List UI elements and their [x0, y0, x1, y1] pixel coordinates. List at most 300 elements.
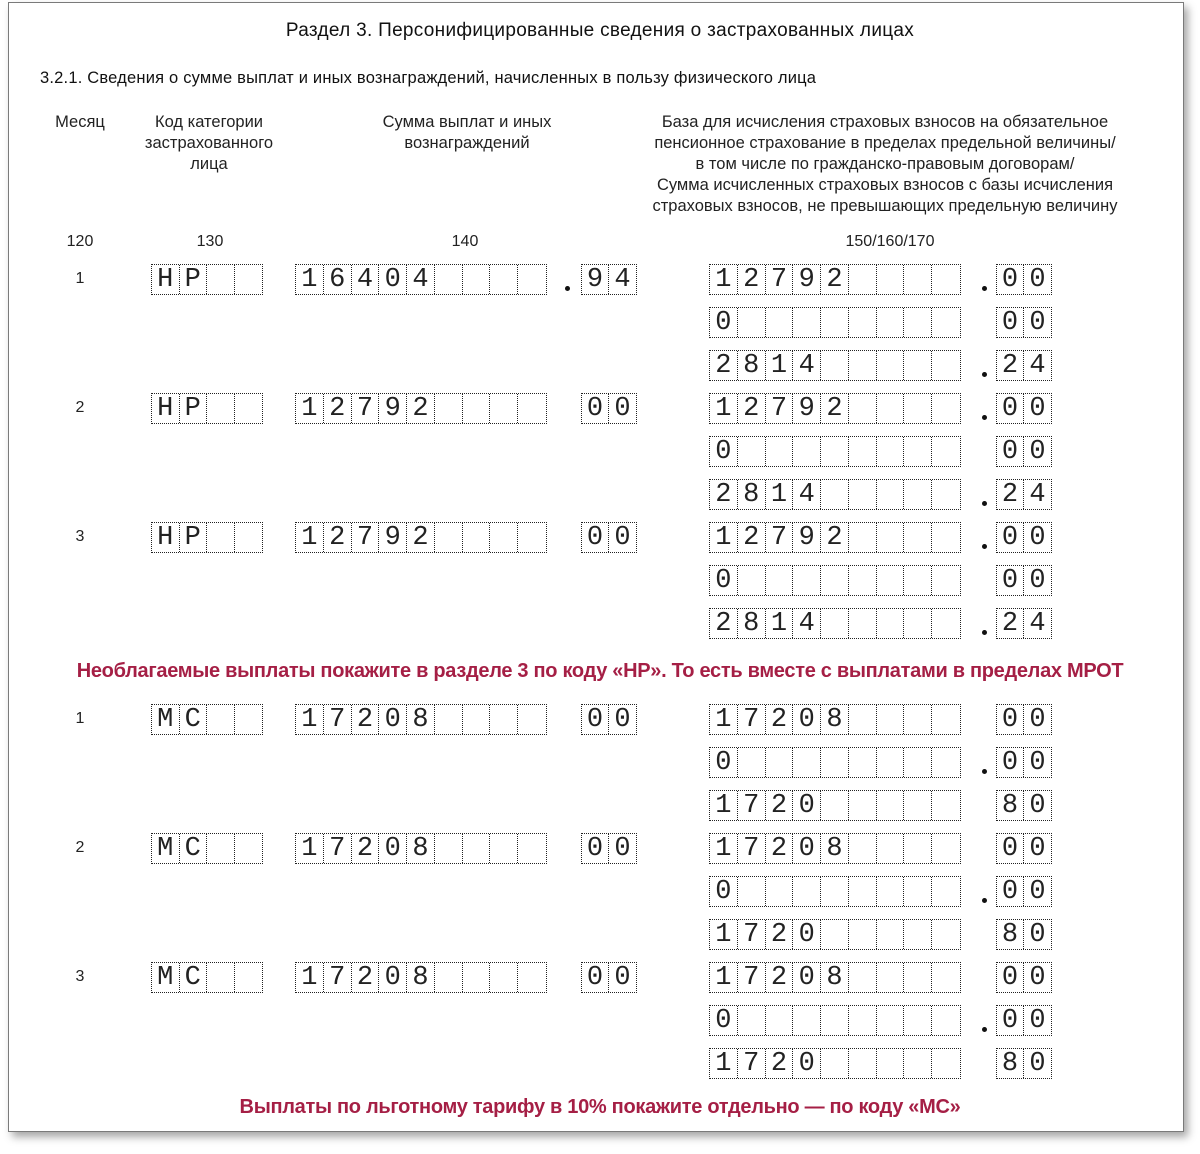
digit-cell[interactable] [932, 1049, 960, 1078]
digit-cell[interactable] [463, 705, 491, 734]
digit-cell[interactable] [932, 394, 960, 423]
digit-cell[interactable]: 2 [766, 1049, 794, 1078]
digit-cell[interactable]: 0 [793, 834, 821, 863]
digit-cell[interactable] [766, 437, 794, 466]
digit-cell[interactable] [849, 877, 877, 906]
digit-cell[interactable] [821, 480, 849, 509]
digit-cell[interactable] [207, 265, 235, 294]
digit-cell[interactable]: 0 [614, 523, 631, 553]
digit-cell[interactable]: 1 [710, 920, 738, 949]
digit-cell[interactable] [904, 963, 932, 992]
sum-kopecks-field [581, 264, 637, 295]
digit-cell[interactable] [738, 308, 766, 337]
digit-cell[interactable]: 0 [1029, 265, 1046, 295]
digit-cell[interactable]: 0 [1029, 877, 1046, 907]
digit-cell[interactable] [904, 523, 932, 552]
digit-cell[interactable]: 9 [379, 523, 407, 552]
digit-cell[interactable]: 8 [407, 705, 435, 734]
digit-cell[interactable]: 7 [738, 1049, 766, 1078]
digit-cell[interactable] [932, 834, 960, 863]
digit-cell[interactable] [738, 1006, 766, 1035]
digit-cell[interactable] [877, 566, 905, 595]
digit-cell[interactable] [463, 834, 491, 863]
digit-cell[interactable]: 0 [997, 308, 1024, 337]
digit-cell[interactable]: 9 [379, 394, 407, 423]
digit-cell[interactable]: 0 [793, 1049, 821, 1078]
digit-cell[interactable] [877, 705, 905, 734]
digit-cell[interactable] [932, 791, 960, 820]
digit-cell[interactable]: 0 [614, 834, 631, 864]
digit-cell[interactable]: 2 [352, 834, 380, 863]
digit-cell[interactable] [849, 1006, 877, 1035]
digit-cell[interactable]: 2 [766, 920, 794, 949]
digit-cell[interactable]: 8 [821, 705, 849, 734]
digit-cell[interactable] [932, 705, 960, 734]
digit-cell[interactable]: 1 [710, 791, 738, 820]
digit-cell[interactable] [877, 963, 905, 992]
digit-cell[interactable]: 0 [710, 748, 738, 777]
digit-cell[interactable] [235, 834, 262, 863]
digit-cell[interactable]: 2 [766, 705, 794, 734]
digit-cell[interactable] [849, 308, 877, 337]
digit-cell[interactable]: 0 [1029, 920, 1046, 950]
base-integer-field [709, 436, 961, 467]
digit-cell[interactable] [435, 834, 463, 863]
digit-cell[interactable]: 0 [710, 566, 738, 595]
digit-cell[interactable]: 0 [997, 1006, 1024, 1035]
digit-cell[interactable]: 0 [1029, 394, 1046, 424]
digit-cell[interactable]: 8 [738, 609, 766, 638]
digit-cell[interactable]: 0 [997, 437, 1024, 466]
digit-cell[interactable] [849, 791, 877, 820]
digit-cell[interactable] [849, 351, 877, 380]
digit-cell[interactable] [207, 394, 235, 423]
digit-cell[interactable] [821, 308, 849, 337]
digit-cell[interactable]: 2 [821, 394, 849, 423]
digit-cell[interactable] [435, 394, 463, 423]
digit-cell[interactable]: 1 [710, 394, 738, 423]
digit-cell[interactable]: 7 [738, 834, 766, 863]
digit-cell[interactable]: 8 [407, 834, 435, 863]
category-code-field [151, 962, 263, 993]
digit-cell[interactable] [435, 963, 463, 992]
digit-cell[interactable]: 1 [296, 705, 324, 734]
digit-cell[interactable] [518, 265, 546, 294]
digit-cell[interactable]: 9 [793, 523, 821, 552]
digit-cell[interactable]: 0 [710, 1006, 738, 1035]
header-base [600, 112, 1170, 217]
digit-cell[interactable] [904, 609, 932, 638]
digit-cell[interactable] [235, 705, 262, 734]
digit-cell[interactable]: 4 [1029, 609, 1046, 639]
digit-cell[interactable]: 2 [710, 609, 738, 638]
digit-cell[interactable]: 0 [1029, 308, 1046, 338]
digit-cell[interactable]: 0 [997, 834, 1024, 863]
digit-cell[interactable]: 0 [1029, 1049, 1046, 1079]
digit-cell[interactable]: 9 [793, 394, 821, 423]
digit-cell[interactable] [849, 566, 877, 595]
digit-cell[interactable] [821, 877, 849, 906]
digit-cell[interactable]: М [152, 705, 180, 734]
digit-cell[interactable] [904, 834, 932, 863]
digit-cell[interactable] [766, 877, 794, 906]
digit-cell[interactable]: 0 [710, 308, 738, 337]
digit-cell[interactable]: Н [152, 523, 180, 552]
digit-cell[interactable] [518, 705, 546, 734]
digit-cell[interactable] [793, 877, 821, 906]
digit-cell[interactable]: 1 [710, 523, 738, 552]
digit-cell[interactable] [766, 566, 794, 595]
digit-cell[interactable] [821, 609, 849, 638]
digit-cell[interactable]: 8 [738, 351, 766, 380]
month-number: 3 [75, 968, 85, 985]
digit-cell[interactable] [518, 523, 546, 552]
digit-cell[interactable]: 0 [614, 963, 631, 993]
digit-cell[interactable]: 2 [407, 523, 435, 552]
digit-cell[interactable]: 2 [766, 963, 794, 992]
digit-cell[interactable] [738, 748, 766, 777]
digit-cell[interactable] [877, 437, 905, 466]
digit-cell[interactable]: 7 [766, 523, 794, 552]
digit-cell[interactable]: 0 [614, 705, 631, 735]
digit-cell[interactable]: 7 [352, 523, 380, 552]
digit-cell[interactable] [793, 308, 821, 337]
digit-cell[interactable] [904, 1006, 932, 1035]
digit-cell[interactable] [821, 437, 849, 466]
digit-cell[interactable] [793, 748, 821, 777]
digit-cell[interactable]: 0 [793, 963, 821, 992]
digit-cell[interactable]: 8 [821, 834, 849, 863]
digit-cell[interactable]: 2 [738, 523, 766, 552]
digit-cell[interactable]: М [152, 963, 180, 992]
digit-cell[interactable]: 2 [352, 963, 380, 992]
digit-cell[interactable]: 1 [296, 394, 324, 423]
digit-cell[interactable] [490, 394, 518, 423]
sum-kopecks-field [581, 962, 637, 993]
digit-cell[interactable]: 7 [766, 265, 794, 294]
digit-cell[interactable] [821, 791, 849, 820]
digit-cell[interactable]: 2 [738, 394, 766, 423]
digit-cell[interactable]: 2 [997, 609, 1024, 638]
header-base-line: страховых взносов, не превышающих предельную величину [652, 197, 1118, 215]
digit-cell[interactable]: 0 [997, 705, 1024, 734]
digit-cell[interactable] [207, 523, 235, 552]
digit-cell[interactable]: 1 [296, 963, 324, 992]
digit-cell[interactable]: 2 [766, 791, 794, 820]
digit-cell[interactable] [904, 877, 932, 906]
digit-cell[interactable] [766, 748, 794, 777]
digit-cell[interactable] [738, 877, 766, 906]
digit-cell[interactable]: 9 [582, 265, 609, 294]
digit-cell[interactable]: 7 [738, 791, 766, 820]
digit-cell[interactable] [435, 705, 463, 734]
digit-cell[interactable]: Н [152, 394, 180, 423]
digit-cell[interactable] [932, 265, 960, 294]
digit-cell[interactable] [877, 609, 905, 638]
digit-cell[interactable]: Р [180, 265, 208, 294]
digit-cell[interactable]: 2 [821, 265, 849, 294]
digit-cell[interactable]: 2 [407, 394, 435, 423]
digit-cell[interactable] [904, 265, 932, 294]
digit-cell[interactable]: 8 [997, 920, 1024, 949]
digit-cell[interactable]: 7 [352, 394, 380, 423]
digit-cell[interactable] [849, 748, 877, 777]
digit-cell[interactable]: 2 [821, 523, 849, 552]
digit-cell[interactable]: 7 [324, 963, 352, 992]
digit-cell[interactable]: 0 [710, 877, 738, 906]
digit-cell[interactable]: 4 [793, 351, 821, 380]
digit-cell[interactable] [877, 834, 905, 863]
digit-cell[interactable]: 0 [793, 920, 821, 949]
digit-cell[interactable] [849, 834, 877, 863]
digit-cell[interactable] [793, 1006, 821, 1035]
digit-cell[interactable]: 4 [1029, 480, 1046, 510]
digit-cell[interactable] [490, 963, 518, 992]
digit-cell[interactable]: 7 [324, 834, 352, 863]
digit-cell[interactable]: Н [152, 265, 180, 294]
digit-cell[interactable] [904, 437, 932, 466]
digit-cell[interactable]: 0 [997, 566, 1024, 595]
digit-cell[interactable] [849, 1049, 877, 1078]
digit-cell[interactable] [932, 437, 960, 466]
digit-cell[interactable] [518, 963, 546, 992]
digit-cell[interactable]: 0 [997, 963, 1024, 992]
digit-cell[interactable] [235, 523, 262, 552]
digit-cell[interactable] [932, 1006, 960, 1035]
digit-cell[interactable] [849, 437, 877, 466]
digit-cell[interactable] [877, 920, 905, 949]
category-code-field [151, 522, 263, 553]
digit-cell[interactable]: 4 [793, 609, 821, 638]
digit-cell[interactable] [877, 748, 905, 777]
digit-cell[interactable]: 2 [997, 351, 1024, 380]
digit-cell[interactable]: 2 [324, 523, 352, 552]
digit-cell[interactable] [932, 351, 960, 380]
digit-cell[interactable]: 1 [710, 705, 738, 734]
digit-cell[interactable] [877, 308, 905, 337]
digit-cell[interactable]: 0 [1029, 437, 1046, 467]
digit-cell[interactable]: 7 [738, 920, 766, 949]
digit-cell[interactable] [821, 748, 849, 777]
digit-cell[interactable] [877, 1049, 905, 1078]
digit-cell[interactable]: С [180, 705, 208, 734]
digit-cell[interactable] [435, 265, 463, 294]
digit-cell[interactable] [821, 566, 849, 595]
digit-cell[interactable] [904, 920, 932, 949]
digit-cell[interactable] [849, 480, 877, 509]
digit-cell[interactable]: 0 [1029, 523, 1046, 553]
digit-cell[interactable] [207, 834, 235, 863]
digit-cell[interactable]: 8 [407, 963, 435, 992]
digit-cell[interactable]: 8 [997, 791, 1024, 820]
digit-cell[interactable] [490, 523, 518, 552]
digit-cell[interactable] [235, 265, 262, 294]
digit-cell[interactable]: Р [180, 394, 208, 423]
digit-cell[interactable] [849, 265, 877, 294]
digit-cell[interactable] [207, 963, 235, 992]
digit-cell[interactable] [849, 963, 877, 992]
digit-cell[interactable]: 7 [738, 705, 766, 734]
digit-cell[interactable] [849, 523, 877, 552]
digit-cell[interactable] [849, 609, 877, 638]
digit-cell[interactable] [821, 1006, 849, 1035]
digit-cell[interactable] [766, 1006, 794, 1035]
digit-cell[interactable]: 0 [997, 394, 1024, 423]
digit-cell[interactable]: 8 [997, 1049, 1024, 1078]
digit-cell[interactable]: 2 [766, 834, 794, 863]
digit-cell[interactable] [793, 437, 821, 466]
digit-cell[interactable] [849, 705, 877, 734]
digit-cell[interactable]: 4 [793, 480, 821, 509]
digit-cell[interactable]: 0 [1029, 748, 1046, 778]
digit-cell[interactable]: 0 [1029, 791, 1046, 821]
digit-cell[interactable]: 8 [738, 480, 766, 509]
digit-cell[interactable]: 0 [997, 265, 1024, 294]
digit-cell[interactable]: 0 [582, 705, 609, 734]
digit-cell[interactable]: 1 [710, 834, 738, 863]
digit-cell[interactable] [518, 834, 546, 863]
digit-cell[interactable] [932, 877, 960, 906]
digit-cell[interactable]: 4 [614, 265, 631, 295]
digit-cell[interactable] [904, 1049, 932, 1078]
sum-kopecks-field [581, 833, 637, 864]
digit-cell[interactable]: 0 [1029, 566, 1046, 596]
digit-cell[interactable] [932, 480, 960, 509]
digit-cell[interactable]: М [152, 834, 180, 863]
digit-cell[interactable]: 1 [710, 1049, 738, 1078]
header-sum: Сумма выплат и иных вознаграждений [382, 113, 552, 152]
digit-cell[interactable] [904, 394, 932, 423]
digit-cell[interactable] [877, 480, 905, 509]
digit-cell[interactable] [490, 705, 518, 734]
digit-cell[interactable]: 1 [296, 265, 324, 294]
digit-cell[interactable] [932, 748, 960, 777]
digit-cell[interactable]: 0 [793, 705, 821, 734]
digit-cell[interactable] [463, 265, 491, 294]
digit-cell[interactable]: 1 [766, 351, 794, 380]
digit-cell[interactable]: С [180, 834, 208, 863]
digit-cell[interactable]: 2 [710, 351, 738, 380]
digit-cell[interactable]: 0 [379, 963, 407, 992]
digit-cell[interactable]: 1 [296, 523, 324, 552]
digit-cell[interactable] [821, 1049, 849, 1078]
digit-cell[interactable]: 0 [582, 834, 609, 863]
digit-cell[interactable] [435, 523, 463, 552]
digit-cell[interactable]: 0 [1029, 1006, 1046, 1036]
digit-cell[interactable] [849, 920, 877, 949]
digit-cell[interactable] [877, 523, 905, 552]
digit-cell[interactable] [932, 920, 960, 949]
digit-cell[interactable]: 7 [738, 963, 766, 992]
digit-cell[interactable] [932, 609, 960, 638]
digit-cell[interactable]: 0 [614, 394, 631, 424]
digit-cell[interactable] [877, 265, 905, 294]
digit-cell[interactable]: 0 [1029, 705, 1046, 735]
digit-cell[interactable] [904, 351, 932, 380]
digit-cell[interactable] [877, 394, 905, 423]
digit-cell[interactable]: 0 [582, 523, 609, 552]
digit-cell[interactable]: 1 [296, 834, 324, 863]
digit-cell[interactable] [932, 308, 960, 337]
digit-cell[interactable] [904, 791, 932, 820]
digit-cell[interactable]: 2 [352, 705, 380, 734]
digit-cell[interactable] [821, 351, 849, 380]
digit-cell[interactable]: 0 [997, 523, 1024, 552]
digit-cell[interactable] [207, 705, 235, 734]
digit-cell[interactable] [904, 705, 932, 734]
digit-cell[interactable]: 2 [738, 265, 766, 294]
digit-cell[interactable] [738, 437, 766, 466]
digit-cell[interactable] [235, 394, 262, 423]
digit-cell[interactable]: 0 [793, 791, 821, 820]
digit-cell[interactable] [463, 394, 491, 423]
digit-cell[interactable]: 1 [766, 609, 794, 638]
digit-cell[interactable] [932, 566, 960, 595]
digit-cell[interactable] [877, 1006, 905, 1035]
digit-cell[interactable]: 2 [324, 394, 352, 423]
digit-cell[interactable]: 7 [324, 705, 352, 734]
digit-cell[interactable]: 0 [1029, 834, 1046, 864]
digit-cell[interactable]: 4 [1029, 351, 1046, 381]
digit-cell[interactable] [877, 877, 905, 906]
digit-cell[interactable]: 0 [997, 748, 1024, 777]
digit-cell[interactable] [463, 963, 491, 992]
digit-cell[interactable]: С [180, 963, 208, 992]
digit-cell[interactable] [738, 566, 766, 595]
digit-cell[interactable]: 1 [766, 480, 794, 509]
digit-cell[interactable] [821, 920, 849, 949]
digit-cell[interactable] [904, 748, 932, 777]
digit-cell[interactable] [235, 963, 262, 992]
digit-cell[interactable] [877, 791, 905, 820]
digit-cell[interactable]: 0 [379, 834, 407, 863]
digit-cell[interactable]: Р [180, 523, 208, 552]
digit-cell[interactable]: 2 [997, 480, 1024, 509]
digit-cell[interactable] [932, 523, 960, 552]
digit-cell[interactable]: 0 [379, 265, 407, 294]
digit-cell[interactable] [904, 308, 932, 337]
digit-cell[interactable]: 2 [710, 480, 738, 509]
digit-cell[interactable]: 4 [352, 265, 380, 294]
digit-cell[interactable]: 8 [821, 963, 849, 992]
digit-cell[interactable]: 0 [582, 394, 609, 423]
digit-cell[interactable]: 0 [710, 437, 738, 466]
digit-cell[interactable] [877, 351, 905, 380]
digit-cell[interactable] [849, 394, 877, 423]
digit-cell[interactable]: 4 [407, 265, 435, 294]
digit-cell[interactable]: 0 [997, 877, 1024, 906]
digit-cell[interactable]: 6 [324, 265, 352, 294]
digit-cell[interactable]: 1 [710, 265, 738, 294]
digit-cell[interactable] [463, 523, 491, 552]
digit-cell[interactable] [904, 566, 932, 595]
digit-cell[interactable] [793, 566, 821, 595]
base-fraction-field [996, 833, 1052, 864]
digit-cell[interactable] [490, 834, 518, 863]
digit-cell[interactable]: 7 [766, 394, 794, 423]
digit-cell[interactable]: 0 [1029, 963, 1046, 993]
digit-cell[interactable] [932, 963, 960, 992]
digit-cell[interactable] [766, 308, 794, 337]
digit-cell[interactable]: 0 [582, 963, 609, 992]
base-integer-field [709, 876, 961, 907]
digit-cell[interactable] [518, 394, 546, 423]
digit-cell[interactable]: 1 [710, 963, 738, 992]
digit-cell[interactable] [490, 265, 518, 294]
digit-cell[interactable]: 0 [379, 705, 407, 734]
digit-cell[interactable] [904, 480, 932, 509]
digit-cell[interactable]: 9 [793, 265, 821, 294]
